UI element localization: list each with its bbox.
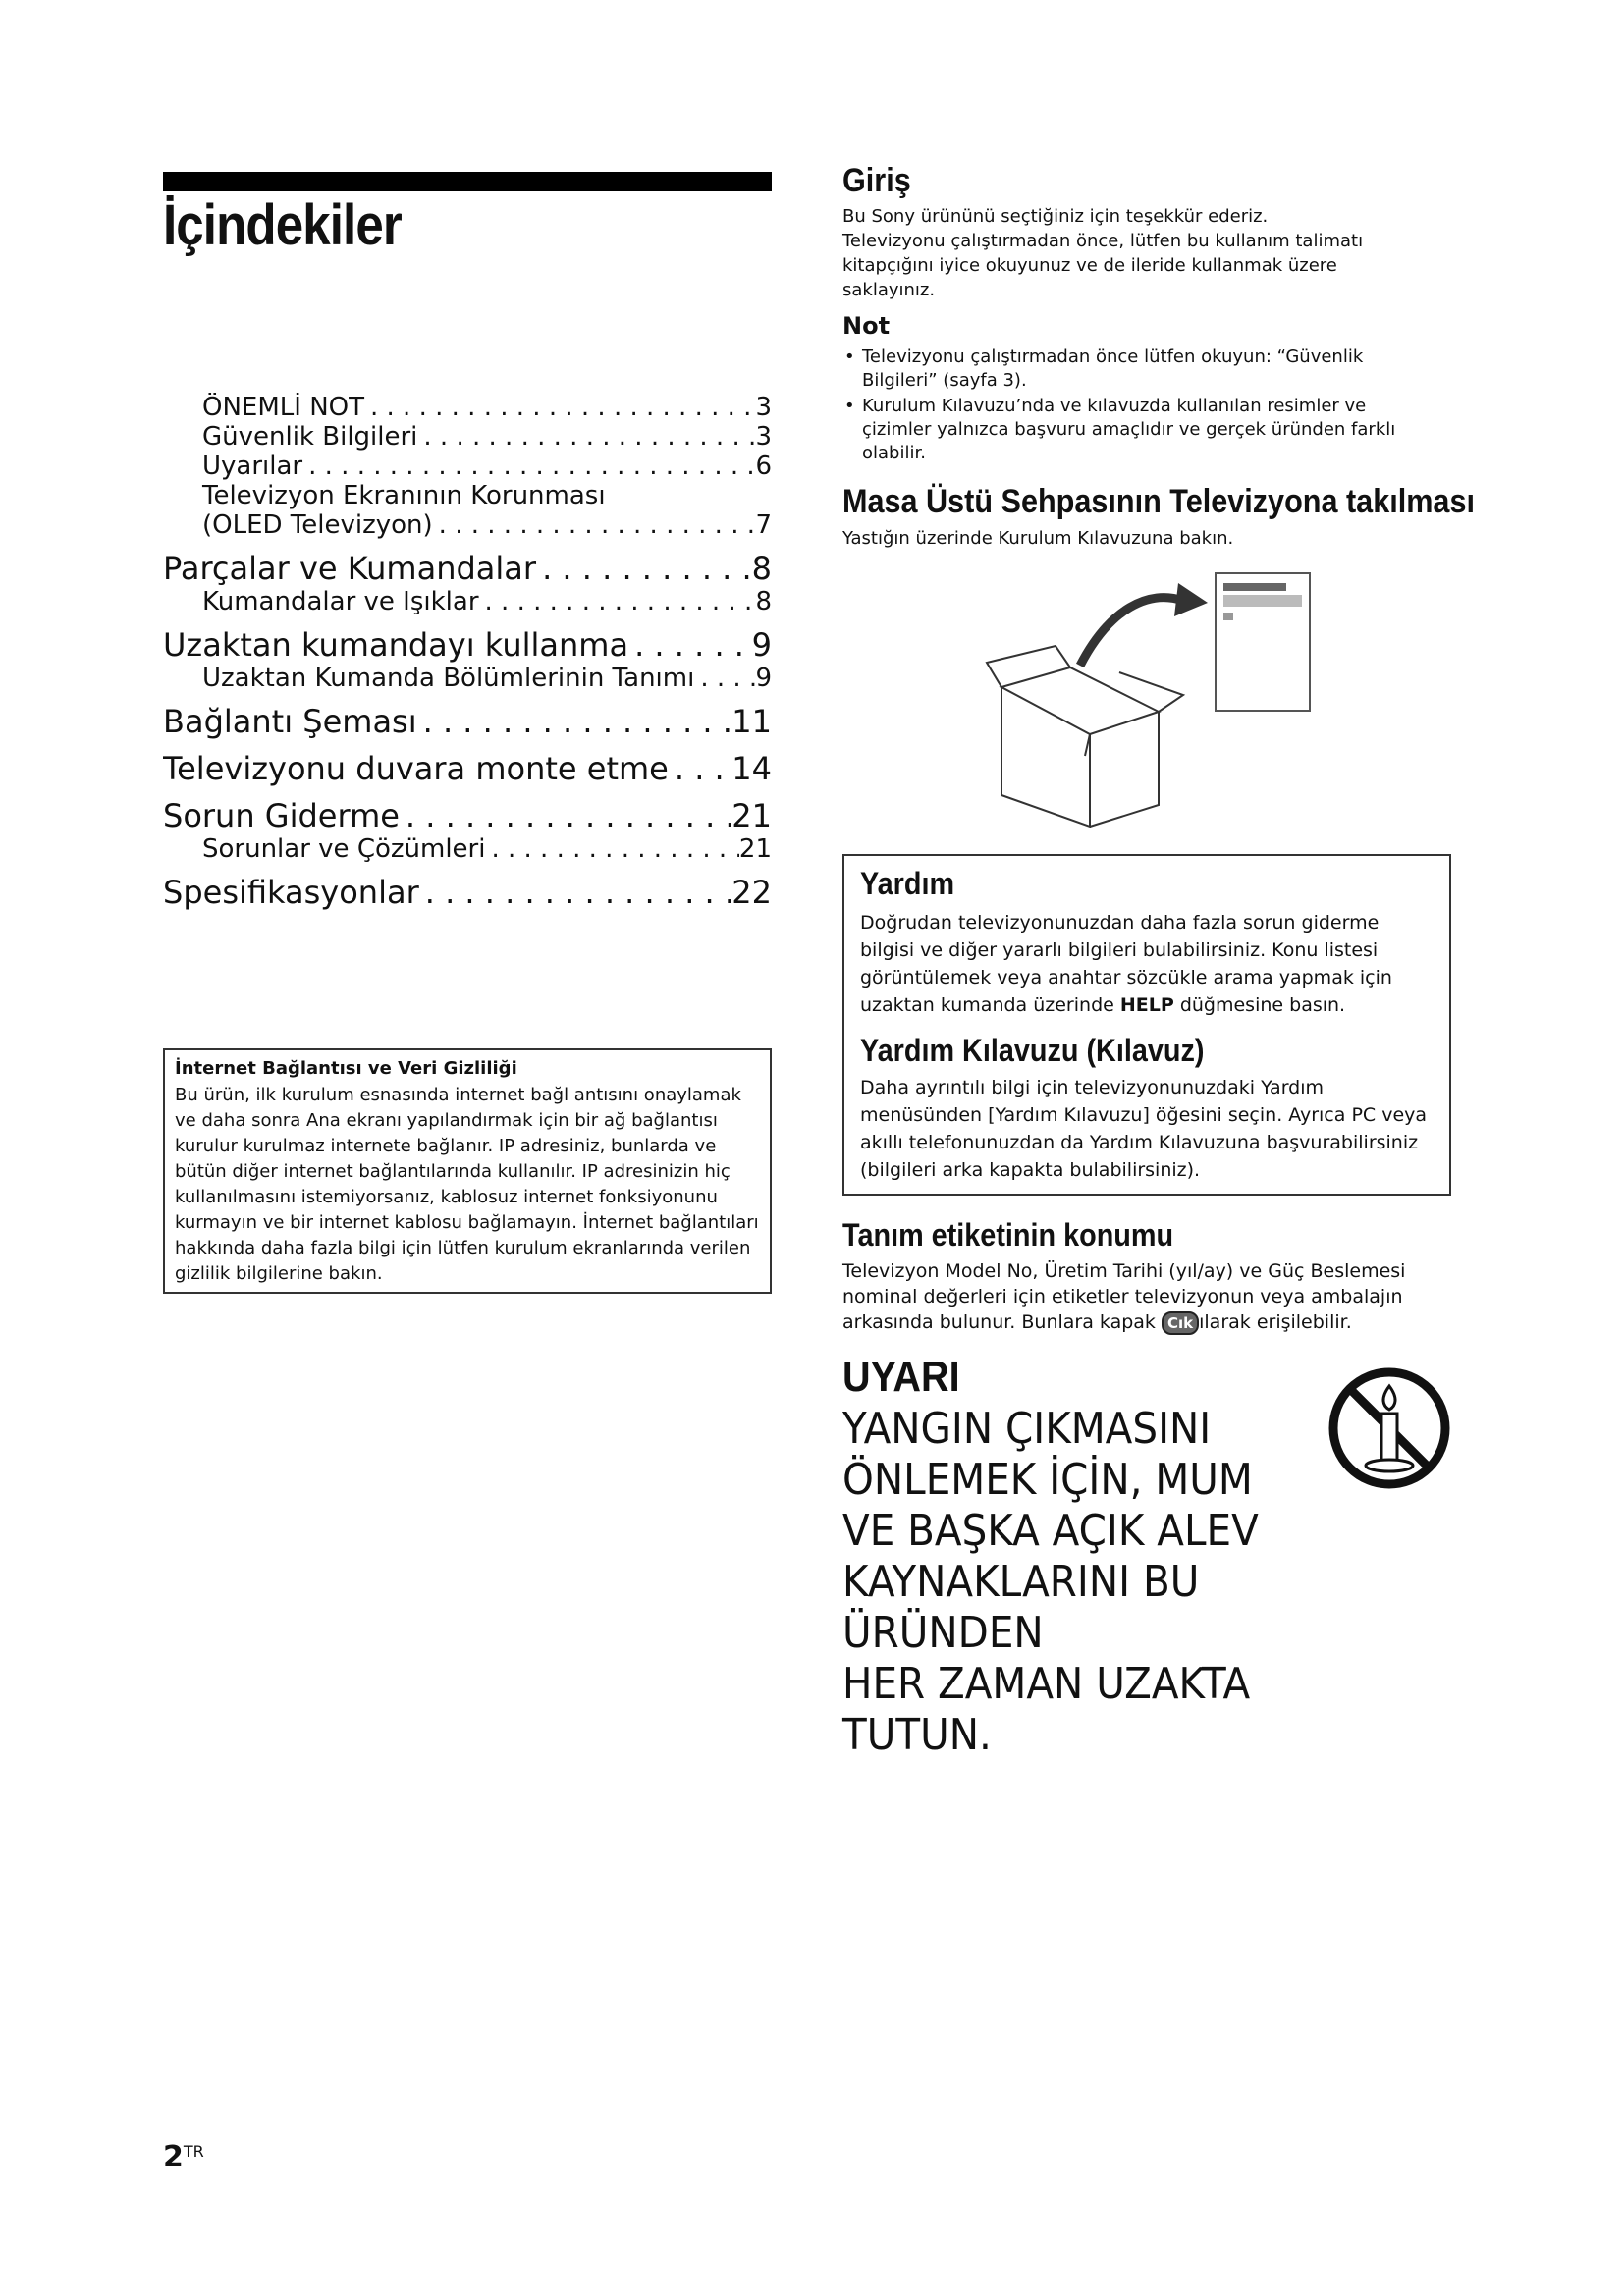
toc-leader-dots xyxy=(669,750,731,787)
toc-entry-label: Uzaktan kumandayı kullanma xyxy=(163,626,629,664)
toc-entry-label: Televizyon Ekranının Korunması xyxy=(202,481,606,510)
toc-entry[interactable] xyxy=(163,587,772,616)
toc-entry-page: 7 xyxy=(755,510,772,540)
toc-entry-label: (OLED Televizyon) xyxy=(202,510,433,540)
toc-leader-dots xyxy=(479,587,756,616)
manual-bullet xyxy=(1223,613,1233,620)
table-of-contents xyxy=(163,393,772,911)
manual-highlight-line xyxy=(1223,595,1302,607)
toc-entry-page: 9 xyxy=(755,664,772,693)
not-list xyxy=(842,346,1422,467)
yardim-text: Doğrudan televizyonunuzdan daha fazla sorun giderme bilgisi ve diğer yararlı bilgileri bulabilirsiniz. Konu listesi görüntülemek veya anahtar sözcükle arama yapmak için uzaktan kumanda üzerinde HELP düğmesine basın. xyxy=(860,912,1392,1016)
box-front xyxy=(1001,687,1090,827)
yardim-guide-text: Daha ayrıntılı bilgi için televizyonunuzdaki Yardım menüsünden [Yardım Kılavuzu] öğesini seçin. Ayrıca PC veya akıllı telefonunuzdan da Yardım Kılavuzuna başvurabilirsiniz (bilgileri arka kapakta bulabilirsiniz). xyxy=(860,1077,1428,1181)
toc-entry-page: 11 xyxy=(731,703,772,740)
toc-leader-dots xyxy=(485,834,738,864)
no-candle-icon xyxy=(1326,1364,1453,1492)
stand-box-illustration xyxy=(972,569,1326,834)
list-item: • Kurulum Kılavuzu’nda ve kılavuzda kullanılan resimler ve çizimler yalnızca başvuru amaçlıdır ve gerçek üründen farklı olabilir. xyxy=(842,395,1422,465)
toc-leader-dots xyxy=(419,874,732,911)
toc-leader-dots xyxy=(628,626,752,664)
giris-paragraph-1: Bu Sony ürününü seçtiğiniz için teşekkür ederiz. xyxy=(842,206,1269,227)
toc-leader-dots xyxy=(417,422,755,452)
section-rule xyxy=(163,172,772,191)
page-number: $2^{TR}$ xyxy=(163,2140,204,2174)
toc-entry-label: Televizyonu duvara monte etme xyxy=(163,750,669,787)
yardim-guide-heading: Yardım Kılavuzu (Kılavuz) xyxy=(860,1033,1205,1068)
toc-entry-page: 14 xyxy=(731,750,772,787)
toc-entry-page: 21 xyxy=(731,797,772,834)
toc-entry-label: Parçalar ve Kumandalar xyxy=(163,550,537,587)
arrow-icon xyxy=(1080,598,1183,666)
toc-entry[interactable] xyxy=(163,393,772,422)
toc-entry-page: 3 xyxy=(755,393,772,422)
toc-entry[interactable] xyxy=(163,422,772,452)
masa-heading: Masa Üstü Sehpasının Televizyona takılması xyxy=(842,483,1475,520)
toc-entry-label: Uzaktan Kumanda Bölümlerinin Tanımı xyxy=(202,664,695,693)
toc-entry-page: 8 xyxy=(751,550,772,587)
toc-entry-label: Uyarılar xyxy=(202,452,303,481)
yardim-box xyxy=(842,854,1451,1196)
manual-icon xyxy=(1216,573,1310,711)
not-heading: Not xyxy=(842,312,891,340)
warning-line: KAYNAKLARINI BU ÜRÜNDEN xyxy=(842,1557,1200,1658)
toc-leader-dots xyxy=(433,510,756,540)
yardim-heading: Yardım xyxy=(860,866,955,901)
toc-entry[interactable] xyxy=(163,452,772,481)
toc-entry-page: 6 xyxy=(755,452,772,481)
internet-privacy-title: İnternet Bağlantısı ve Veri Gizliliği xyxy=(175,1058,517,1079)
internet-privacy-text: Bu ürün, ilk kurulum esnasında internet bağl antısını onaylamak ve daha sonra Ana ekranı yapılandırmak için bir ağ bağlantısı kurulur kurulmaz internete bağlanır. IP adresiniz, bunlarda ve bütün diğer internet bağlantılarında kullanılır. IP adresinizin hiç kullanılmasını istemiyorsanız, kablosuz internet fonksiyonunu kurmayın ve bir internet kablosu bağlamayın. İnternet bağlantıları hakkında daha fazla bilgi için lütfen kurulum ekranlarında verilen gizlilik bilgilerine bakın. xyxy=(175,1085,759,1284)
tanim-text: Televizyon Model No, Üretim Tarihi (yıl/ay) ve Güç Beslemesi nominal değerleri için etiketler televizyonun veya ambalajın arkasında bulunur. Bunlara kapak Cık ılarak erişilebilir. xyxy=(842,1260,1406,1333)
toc-leader-dots xyxy=(694,664,755,693)
giris-text xyxy=(842,204,1422,302)
masa-text: Yastığın üzerinde Kurulum Kılavuzuna bakın. xyxy=(842,528,1234,549)
toc-entry[interactable] xyxy=(163,481,772,510)
warning-line: HER ZAMAN UZAKTA TUTUN. xyxy=(842,1659,1251,1760)
toc-entry-page: 22 xyxy=(731,874,772,911)
toc-entry-page: 9 xyxy=(751,626,772,664)
arrow-head-icon xyxy=(1174,583,1208,616)
toc-entry-label: Sorunlar ve Çözümleri xyxy=(202,834,486,864)
warning-line: YANGIN ÇIKMASINI xyxy=(842,1404,1212,1454)
toc-leader-dots xyxy=(302,452,755,481)
kapak-icon: Cık xyxy=(1162,1311,1199,1335)
toc-entry-label: Kumandalar ve Işıklar xyxy=(202,587,479,616)
toc-leader-dots xyxy=(364,393,755,422)
warning-line: ÖNLEMEK İÇİN, MUM xyxy=(842,1455,1253,1505)
toc-entry-label: Sorun Giderme xyxy=(163,797,400,834)
warning-text xyxy=(842,1404,1402,1761)
toc-entry[interactable] xyxy=(163,510,772,540)
giris-heading: Giriş xyxy=(842,162,911,199)
toc-entry[interactable] xyxy=(163,834,772,864)
toc-entry[interactable] xyxy=(163,874,772,911)
toc-entry[interactable] xyxy=(163,626,772,664)
giris-paragraph-2: Televizyonu çalıştırmadan önce, lütfen bu kullanım talimatı kitapçığını iyice okuyunuz ve de ileride kullanmak üzere saklayınız. xyxy=(842,231,1364,300)
toc-entry[interactable] xyxy=(163,750,772,787)
help-key: HELP xyxy=(1119,994,1174,1016)
toc-entry[interactable] xyxy=(163,797,772,834)
tanim-heading: Tanım etiketinin konumu xyxy=(842,1217,1174,1253)
toc-entry[interactable] xyxy=(163,550,772,587)
toc-entry-label: ÖNEMLİ NOT xyxy=(202,393,364,422)
box-flap-right xyxy=(1119,672,1183,712)
toc-entry-page: 21 xyxy=(738,834,772,864)
toc-entry-page: 3 xyxy=(755,422,772,452)
list-item: • Televizyonu çalıştırmadan önce lütfen okuyun: “Güvenlik Bilgileri” (sayfa 3). xyxy=(842,346,1422,393)
toc-entry-label: Bağlantı Şeması xyxy=(163,703,417,740)
box-side xyxy=(1090,712,1159,827)
toc-entry-label: Güvenlik Bilgileri xyxy=(202,422,418,452)
manual-header-line xyxy=(1223,583,1286,591)
box-flap-left xyxy=(987,646,1070,687)
toc-leader-dots xyxy=(536,550,752,587)
page-title: İçindekiler xyxy=(163,193,402,257)
warning-line: VE BAŞKA AÇIK ALEV xyxy=(842,1506,1259,1556)
toc-entry[interactable] xyxy=(163,703,772,740)
toc-leader-dots xyxy=(400,797,731,834)
toc-entry-page: 8 xyxy=(755,587,772,616)
toc-entry[interactable] xyxy=(163,664,772,693)
toc-entry-label: Spesifikasyonlar xyxy=(163,874,419,911)
internet-privacy-box xyxy=(163,1048,772,1294)
toc-leader-dots xyxy=(417,703,732,740)
warning-title: UYARI xyxy=(842,1353,960,1401)
